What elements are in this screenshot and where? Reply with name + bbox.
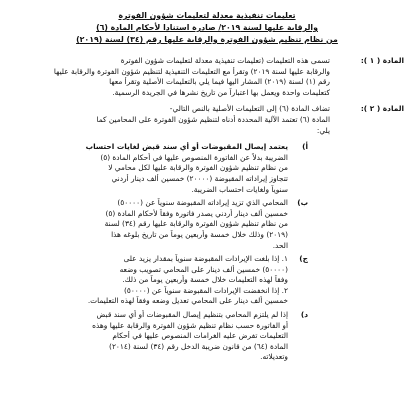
article-1-line: تسمى هذه التعليمات (تعليمات تنفيذية معدلة لتعليمات شؤون الفوترة <box>120 56 330 65</box>
article-1-line: كتعليمات واحدة ويعمل بها اعتباراً من تاريخ نشرها في الجريدة الرسمية. <box>112 87 330 97</box>
item-body <box>32 198 288 251</box>
title-line-3: من نظام تنظيم شؤون الفوترة والرقابة عليها رقم (٣٤) لسنة (٢٠١٩) <box>76 35 338 44</box>
article-1-line: رقم (١) لسنة (٢٠١٩) المشار اليها فيما يلي بالتعليمات الأصلية وتقرأ معها <box>109 77 330 87</box>
list-item <box>32 254 308 307</box>
article-1 <box>10 56 404 98</box>
article-2-line: تضاف المادة (٦) إلى التعليمات الأصلية بالنص التالي- <box>169 104 330 114</box>
article-2-line: المادة (٦) تعتمد الآلية المحددة أدناه لتنظيم شؤون الفوترة على المحامين كما <box>96 114 330 124</box>
item-line: يعتمد إيصال المقبوضات أو أي سند قبض لغايات احتساب <box>85 142 288 152</box>
list-item <box>32 142 308 195</box>
item-line: وفقاً لهذه التعليمات خلال خمسة وأربعين يوماً من ذلك. <box>122 275 288 285</box>
article-1-line: والرقابة عليها لسنة ٢٠١٩) وتقرأ مع التعليمات التنفيذية لتنظيم شؤون الفوترة والرقابة عليها <box>53 66 330 76</box>
item-body <box>32 254 288 307</box>
item-line: أو الفاتورة حسب نظام تنظيم شؤون الفوترة والرقابة عليها وهذه <box>92 320 288 330</box>
title-line-1: تعليمات تنفيذية معدلة لتعليمات شؤون الفوترة <box>118 11 296 20</box>
item-body <box>32 142 288 195</box>
article-2-line: يلي: <box>316 125 330 135</box>
list-item <box>32 310 308 363</box>
item-line: تتجاوز إيراداته المقبوضة (٢٠٠٠٠) خمسين ألف دينار أردني <box>111 173 288 183</box>
list-item <box>32 198 308 251</box>
item-line: وتعديلاته. <box>260 352 288 362</box>
item-line: التعليمات تفرض عليه الغرامات المنصوص عليها في أحكام <box>112 331 288 341</box>
item-line: إذا لم يلتزم المحامي بتنظيم إيصال المقبوضات أو أي سند قبض <box>96 310 288 320</box>
document-title <box>10 10 404 46</box>
item-line: الحد. <box>272 240 288 250</box>
item-line: خمسين ألف دينار أردني يصدر فاتورة وفقاً لأحكام المادة (٥) <box>105 208 288 218</box>
article-2 <box>10 104 404 136</box>
item-marker: ج) <box>299 254 308 264</box>
title-line-2: والرقابة عليها لسنة ٢٠١٩/ صادرة استنادا لأحكام المادة (٦) <box>96 23 318 32</box>
item-line: ٢. إذا انخفضت الإيرادات المقبوضة سنوياً عن (٥٠٠٠٠) <box>123 285 288 295</box>
item-line: من نظام تنظيم شؤون الفوترة والرقابة عليها رقم (٣٤) لسنة <box>104 219 288 229</box>
article-2-items <box>10 142 404 363</box>
item-line: سنوياً ولغايات احتساب الضريبة. <box>191 184 288 194</box>
article-1-label: المادة ( ١ ): <box>360 56 404 65</box>
article-2-label: المادة ( ٢ ): <box>360 104 404 114</box>
item-line: ١. إذا بلغت الإيرادات المقبوضة سنوياً بمقدار يزيد على <box>123 254 288 264</box>
item-line: من نظام تنظيم شؤون الفوترة والرقابة عليها لكل محامي لا <box>108 163 288 173</box>
item-marker: أ) <box>302 142 308 152</box>
item-marker: ب) <box>297 198 308 208</box>
article-2-body <box>10 104 330 136</box>
item-line: المادة (٦٤) من قانون ضريبة الدخل رقم (٣٤) لسنة (٢٠١٤) <box>109 341 288 351</box>
item-line: المحامي الذي تزيد إيراداته المقبوضة سنوياً عن (٥٠٠٠٠) <box>117 198 288 208</box>
item-marker: د) <box>300 310 308 320</box>
item-line: (٥٠٠٠٠) خمسين ألف دينار على المحامي تصويب وضعه <box>119 264 288 274</box>
item-line: خمسين ألف دينار على المحامي تعديل وضعه وفقاً لهذه التعليمات. <box>87 296 288 306</box>
item-body <box>32 310 288 363</box>
item-line: الضريبة بدلاً عن الفاتورة المنصوص عليها في أحكام المادة (٥) <box>100 152 288 162</box>
article-1-body <box>10 56 330 98</box>
item-line: (٢٠١٩) وذلك خلال خمسة وأربعين يوماً من تاريخ بلوغه هذا <box>111 229 288 239</box>
